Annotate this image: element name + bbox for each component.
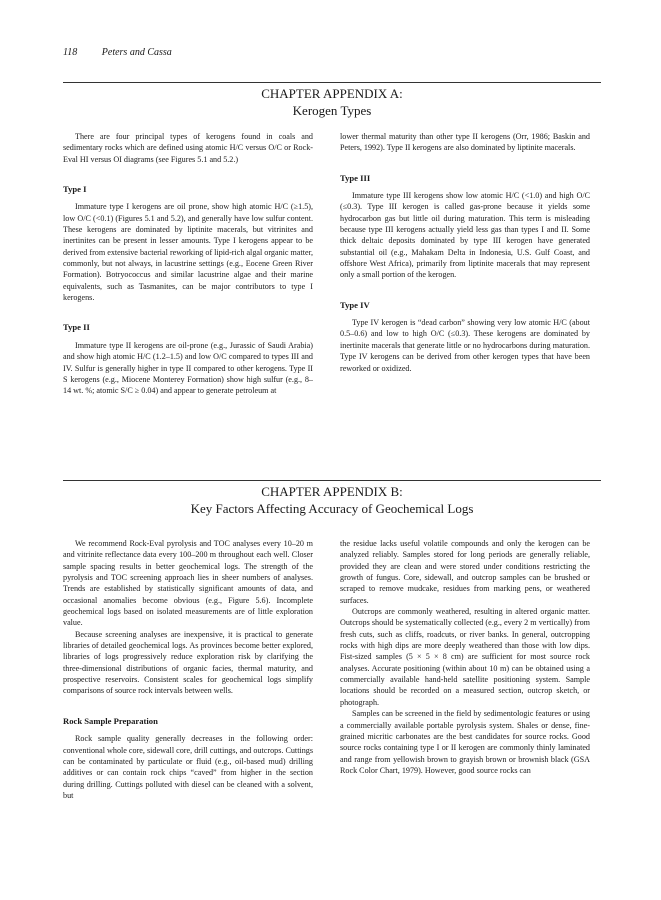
appendix-a-title [63, 85, 601, 119]
type4-heading: Type IV [340, 299, 370, 310]
page-number: 118 [63, 47, 78, 58]
appendix-a-title-line1: CHAPTER APPENDIX A: [261, 86, 403, 101]
appendix-b-right-paragraph-3: Samples can be screened in the field by sedimentologic features or using a commercially available portable pyrolysis system. Shales or dense, fine-grained micritic carbonates are the best candidates for source rocks. Good source rocks containing type I or II kerogen are commonly thinly laminated and range from yellowish brown to grayish brown or brownish black (GSA Rock Color Chart, 1979). However, good source rocks can [340, 709, 590, 775]
appendix-b-title [63, 483, 601, 517]
appendix-b-right-paragraph-2: Outcrops are commonly weathered, resulting in altered organic matter. Outcrops should be systematically collected (e.g., every 2 m vertically) from fresh cuts, such as cliffs, roadcuts, or river banks. In general, outcropping rocks with high dips are more deeply weathered than those with low dips. Fist-sized samples (5 × 5 × 8 cm) are sufficient for most source rock analyses. Accurate positioning (within about 10 m) can be obtained using a commercially available hand-held satellite positioning system. Sample locations should be recorded on a measured section, outcrop sketch, or photograph. [340, 607, 590, 707]
appendix-b-paragraph-2: Because screening analyses are inexpensive, it is practical to generate libraries of detailed geochemical logs. As provinces become better explored, libraries of logs progressively reduce exploration risk by clarifying the three-dimensional distributions of organic facies, thermal maturity, and prospective reservoirs. Consistent scales for geochemical logs simplify comparisons of source rock intervals between wells. [63, 629, 313, 696]
appendix-a-right-column [340, 131, 590, 374]
appendix-b-right-paragraph-1: the residue lacks useful volatile compounds and only the kerogen can be analyzed reliably. Samples stored for long periods are generally reliable, provided they are clean and were stored under conditions restricting the growth of fungus. Core, sidewall, and outcrop samples can be brushed or scraped to remove mudcake, residues from marking pens, or weathered surfaces. [340, 539, 590, 605]
type1-paragraph: Immature type I kerogens are oil prone, show high atomic H/C (≥1.5), low O/C (<0.1) (Figures 5.1 and 5.2), and generally have low sulfur content. These kerogens are dominated by liptinite macerals, but vitrinites and inertinites can be present in lesser amounts. Type I kerogens appear to be derived from extensive bacterial reworking of lipid-rich algal organic matter, commonly, but not always, in lacustrine settings (e.g., Eocene Green River Formation). Botryococcus and similar lacustrine algae and their marine equivalents, such as Tasmanites, can be major contributors to type I kerogens. [63, 202, 313, 303]
top-rule [63, 82, 601, 83]
type3-heading: Type III [340, 172, 371, 183]
appendix-b-left-column [63, 538, 313, 801]
appendix-b-title-line2: Key Factors Affecting Accuracy of Geochemical Logs [190, 501, 474, 516]
appendix-b-right-column [340, 538, 590, 776]
appendix-b-title-line1: CHAPTER APPENDIX B: [261, 484, 403, 499]
rock-sample-heading: Rock Sample Preparation [63, 715, 158, 726]
middle-rule [63, 480, 601, 481]
type2-paragraph: Immature type II kerogens are oil-prone (e.g., Jurassic of Saudi Arabia) and show high atomic H/C (1.2–1.5) and low O/C compared to types III and IV. Sulfur is generally higher in type II compared to other kerogens. Type II S kerogens (e.g., Miocene Monterey Formation) show high sulfur (e.g., 8–14 wt. %; atomic S/C ≥ 0.04) and appear to generate petroleum at [63, 340, 313, 396]
type1-heading: Type I [63, 184, 87, 195]
appendix-a-left-column [63, 131, 313, 397]
type4-paragraph: Type IV kerogen is “dead carbon” showing very low atomic H/C (about 0.5–0.6) and low to high O/C (≤0.3). These kerogens are dominated by inertinite macerals that generate little or no hydrocarbons during maturation. Type IV kerogens can be derived from other kerogen types that have been reworked or oxidized. [340, 318, 590, 373]
appendix-a-intro: There are four principal types of kerogens found in coals and sedimentary rocks which are defined using atomic H/C versus O/C or Rock-Eval HI versus OI diagrams (see Figures 5.1 and 5.2.) [63, 132, 313, 164]
type2-heading: Type II [63, 322, 90, 333]
type2-paragraph-continued: lower thermal maturity than other type II kerogens (Orr, 1986; Baskin and Peters, 1992). Type II kerogens are also dominated by liptinite macerals. [340, 132, 590, 153]
type3-paragraph: Immature type III kerogens show low atomic H/C (<1.0) and high O/C (≤0.3). Type III kerogen is called gas-prone because it yields some hydrocarbon gas but little oil during maturation. This term is misleading because type III kerogens actually yield less gas than types I and II. Some thick deltaic deposits dominated by type III kerogen have generated substantial oil (e.g., Mahakam Delta in Indonesia, U.S. Gulf Coast, and offshore West Africa), primarily from liptinite macerals that may represent only a small portion of the kerogen. [340, 191, 590, 280]
running-head [63, 47, 172, 58]
running-head-authors: Peters and Cassa [101, 47, 172, 58]
appendix-a-title-line2: Kerogen Types [292, 103, 372, 118]
rock-sample-paragraph: Rock sample quality generally decreases in the following order: conventional whole core, sidewall core, drill cuttings, and outcrops. Cuttings can be contaminated by particulate or fluid (e.g., oil-based mud) drilling additives or can contain rock chips “caved” from higher in the section during drilling. Cuttings polluted with diesel can be cleaned with a solvent, but [63, 734, 313, 800]
appendix-b-paragraph-1: We recommend Rock-Eval pyrolysis and TOC analyses every 10–20 m and vitrinite reflectance data every 100–200 m throughout each well. Closer sample spacing results in better geochemical logs. The strength of the pyrolysis and TOC screening approach lies in sheer numbers of analyses. Trends are established by statistically significant amounts of data, and occasional anomalies become obvious (e.g., Figure 5.6). Incomplete geochemical logs based on isolated measurements are of little exploration value. [63, 539, 313, 628]
